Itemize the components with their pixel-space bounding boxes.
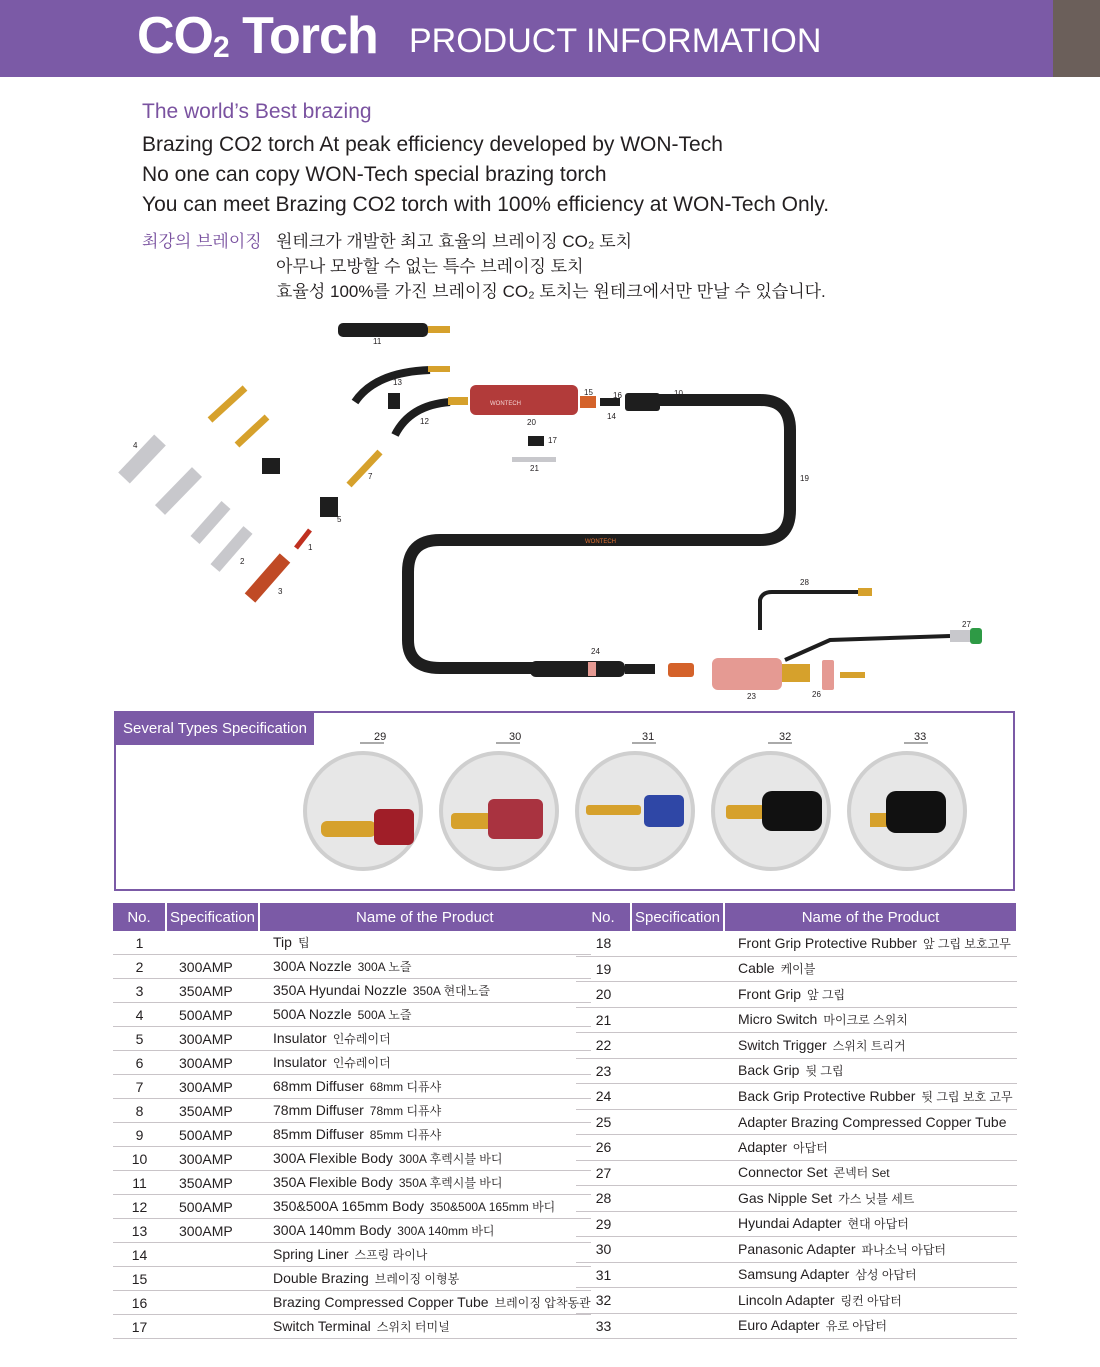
row-spec	[166, 1291, 259, 1315]
product-name-en: Back Grip	[738, 1062, 800, 1079]
product-name-en: 68mm Diffuser	[273, 1078, 364, 1094]
part-number: 13	[393, 378, 402, 387]
front-grip	[470, 385, 578, 415]
row-number: 14	[113, 1243, 166, 1267]
product-name-kr: 300A 140mm 바디	[397, 1224, 495, 1238]
row-spec	[631, 1237, 724, 1263]
row-spec	[631, 1033, 724, 1059]
row-number: 17	[113, 1315, 166, 1339]
col-name: Name of the Product	[259, 903, 591, 931]
row-number: 8	[113, 1099, 166, 1123]
row-product-name	[259, 1243, 591, 1267]
row-product-name	[724, 1262, 1017, 1288]
product-name-en: Spring Liner	[273, 1246, 349, 1262]
adapter-number: 29	[374, 731, 387, 743]
adapter-31	[577, 731, 693, 869]
row-number: 32	[576, 1288, 631, 1314]
row-number: 24	[576, 1084, 631, 1110]
product-name-kr: 350&500A 165mm 바디	[430, 1200, 556, 1214]
row-number: 27	[576, 1160, 631, 1186]
adapter-number: 32	[779, 731, 792, 743]
row-product-name	[724, 1211, 1017, 1237]
adapter-32	[713, 731, 829, 869]
product-name-en: 300A 140mm Body	[273, 1222, 392, 1238]
table-row	[576, 1186, 1017, 1212]
product-name-en: 85mm Diffuser	[273, 1126, 364, 1142]
row-spec	[166, 1243, 259, 1267]
part-number: 1	[308, 543, 313, 552]
row-product-name	[259, 1099, 591, 1123]
product-name-kr: 파나소닉 아답터	[861, 1242, 947, 1257]
product-name-kr: 뒷 그립	[805, 1064, 844, 1079]
row-spec	[631, 1160, 724, 1186]
product-name-kr: 현대 아답터	[847, 1217, 909, 1232]
adapter-33	[849, 731, 965, 869]
row-product-name	[259, 955, 591, 979]
table-row	[113, 1171, 591, 1195]
row-number: 22	[576, 1033, 631, 1059]
product-name-en: Tip	[273, 934, 292, 950]
cable	[408, 400, 790, 668]
intro-line: You can meet Brazing CO2 torch with 100% efficiency at WON-Tech Only.	[142, 193, 830, 216]
product-name-en: Samsung Adapter	[738, 1266, 850, 1283]
row-product-name	[259, 1195, 591, 1219]
row-product-name	[724, 1058, 1017, 1084]
row-product-name	[724, 1288, 1017, 1314]
col-spec: Specification	[166, 903, 259, 931]
product-name-en: Brazing Compressed Copper Tube	[273, 1294, 489, 1310]
spec-section-title: Several Types Specification	[116, 713, 314, 745]
product-name-kr: 뒷 그립 보호 고무	[921, 1089, 1013, 1104]
header-edge	[1053, 0, 1100, 77]
page-subtitle: PRODUCT INFORMATION	[409, 22, 822, 60]
row-product-name	[259, 1051, 591, 1075]
product-name-kr: 68mm 디퓨샤	[369, 1080, 442, 1094]
row-spec	[166, 1267, 259, 1291]
table-row	[113, 979, 591, 1003]
product-name-en: 78mm Diffuser	[273, 1102, 364, 1118]
row-number: 31	[576, 1262, 631, 1288]
row-number: 10	[113, 1147, 166, 1171]
row-number: 16	[113, 1291, 166, 1315]
intro-line: No one can copy WON-Tech special brazing torch	[142, 163, 607, 186]
product-name-en: Insulator	[273, 1030, 327, 1046]
row-spec: 500AMP	[166, 1195, 259, 1219]
part-number: 3	[278, 587, 283, 596]
part-number: 12	[420, 417, 429, 426]
product-name-en: Front Grip Protective Rubber	[738, 934, 917, 951]
adapter-number: 33	[914, 731, 927, 743]
row-spec	[631, 982, 724, 1008]
product-name-en: 350&500A 165mm Body	[273, 1198, 424, 1214]
table-row	[113, 1291, 591, 1315]
row-product-name	[724, 1160, 1017, 1186]
part-number: 15	[584, 388, 593, 397]
product-name-en: 500A Nozzle	[273, 1006, 352, 1022]
table-row	[113, 1147, 591, 1171]
product-name-en: Lincoln Adapter	[738, 1291, 835, 1308]
product-name-en: Euro Adapter	[738, 1317, 820, 1334]
part-number: 19	[800, 474, 809, 483]
row-spec: 300AMP	[166, 955, 259, 979]
row-spec: 300AMP	[166, 1027, 259, 1051]
product-name-kr: 스위치 트리거	[832, 1038, 906, 1053]
back-grip	[712, 658, 782, 690]
col-spec: Specification	[631, 903, 724, 931]
row-product-name	[724, 1033, 1017, 1059]
product-name-kr: 콘넥터 Set	[833, 1166, 890, 1181]
row-number: 6	[113, 1051, 166, 1075]
row-product-name	[259, 1147, 591, 1171]
adapter-number: 31	[642, 731, 655, 743]
row-product-name	[259, 1267, 591, 1291]
row-number: 2	[113, 955, 166, 979]
table-row	[113, 1195, 591, 1219]
row-spec: 300AMP	[166, 1051, 259, 1075]
table-row	[576, 1109, 1017, 1135]
part-number: 17	[548, 436, 557, 445]
product-name-kr: 인슈레이더	[332, 1056, 391, 1070]
table-row	[113, 1051, 591, 1075]
row-spec	[631, 1313, 724, 1339]
back-grip-rubber	[530, 661, 625, 677]
row-product-name	[724, 1313, 1017, 1339]
row-product-name	[724, 1109, 1017, 1135]
table-row	[576, 1084, 1017, 1110]
table-row	[576, 1288, 1017, 1314]
part-number: 7	[368, 472, 373, 481]
table-row	[113, 931, 591, 955]
row-number: 19	[576, 956, 631, 982]
row-spec	[631, 1262, 724, 1288]
row-product-name	[259, 931, 591, 955]
korean-description	[276, 229, 826, 304]
product-name-kr: 앞 그립 보호고무	[922, 936, 1011, 951]
intro-section	[142, 100, 1042, 220]
row-number: 28	[576, 1186, 631, 1212]
row-spec	[631, 1084, 724, 1110]
row-product-name	[259, 1219, 591, 1243]
product-name-kr: 브레이징 이형봉	[374, 1272, 460, 1286]
product-name-kr: 스프링 라이나	[354, 1248, 428, 1262]
table-row	[576, 1135, 1017, 1161]
col-no: No.	[113, 903, 166, 931]
product-name-kr: 앞 그립	[807, 987, 846, 1002]
part-number: 16	[613, 391, 622, 400]
korean-line: 아무나 모방할 수 없는 특수 브레이징 토치	[276, 257, 584, 276]
spec-section	[114, 711, 1015, 891]
row-number: 23	[576, 1058, 631, 1084]
row-product-name	[259, 1123, 591, 1147]
part-number: 14	[607, 412, 616, 421]
row-number: 4	[113, 1003, 166, 1027]
product-name-kr: 500A 노즐	[357, 1008, 412, 1022]
row-spec: 500AMP	[166, 1123, 259, 1147]
row-number: 12	[113, 1195, 166, 1219]
row-product-name	[259, 1171, 591, 1195]
product-name-en: Front Grip	[738, 985, 802, 1002]
col-name: Name of the Product	[724, 903, 1017, 931]
row-spec	[631, 956, 724, 982]
row-product-name	[724, 1084, 1017, 1110]
col-no: No.	[576, 903, 631, 931]
part-number: 11	[373, 337, 382, 346]
part-number: 24	[591, 647, 600, 656]
table-row	[113, 1315, 591, 1339]
row-product-name	[724, 1135, 1017, 1161]
row-spec	[166, 931, 259, 955]
product-name-kr: 350A 현대노즐	[412, 984, 490, 998]
adapter-30	[441, 731, 557, 869]
part-number: 28	[800, 578, 809, 587]
row-number: 26	[576, 1135, 631, 1161]
table-row	[113, 1075, 591, 1099]
part-number: 10	[674, 389, 683, 398]
row-product-name	[259, 1291, 591, 1315]
korean-label: 최강의 브레이징	[142, 232, 262, 251]
table-row	[576, 1160, 1017, 1186]
table-row	[576, 1211, 1017, 1237]
row-number: 29	[576, 1211, 631, 1237]
product-name-kr: 350A 후렉시블 바디	[398, 1176, 503, 1190]
row-number: 7	[113, 1075, 166, 1099]
product-name-kr: 유로 아답터	[825, 1319, 888, 1334]
table-row	[576, 1262, 1017, 1288]
row-spec	[631, 1288, 724, 1314]
row-number: 15	[113, 1267, 166, 1291]
korean-line: 효율성 100%를 가진 브레이징 CO₂ 토치는 원테크에서만 만날 수 있습니다.	[276, 282, 826, 301]
row-product-name	[259, 1075, 591, 1099]
row-spec	[631, 931, 724, 956]
product-name-en: Gas Nipple Set	[738, 1189, 833, 1206]
product-name-en: Switch Terminal	[273, 1318, 371, 1334]
product-name-kr: 링컨 아답터	[840, 1293, 902, 1308]
row-spec	[631, 1135, 724, 1161]
row-spec	[166, 1315, 259, 1339]
part-number: 23	[747, 692, 756, 701]
table-row	[113, 1267, 591, 1291]
table-row	[113, 1243, 591, 1267]
adapter-number: 30	[509, 731, 522, 743]
row-product-name	[724, 931, 1017, 956]
product-name-en: Micro Switch	[738, 1011, 818, 1028]
adapter-images	[116, 713, 1013, 889]
row-spec: 350AMP	[166, 1171, 259, 1195]
product-name-kr: 삼성 아답터	[855, 1268, 917, 1283]
page-title: $CO_2$ Torch	[137, 7, 378, 65]
row-spec: 500AMP	[166, 1003, 259, 1027]
product-name-en: 350A Flexible Body	[273, 1174, 393, 1190]
korean-line: 원테크가 개발한 최고 효율의 브레이징 CO₂ 토치	[276, 232, 633, 251]
product-name-en: 350A Hyundai Nozzle	[273, 982, 407, 998]
row-spec	[631, 1058, 724, 1084]
table-row	[576, 1313, 1017, 1339]
product-name-kr: 300A 노즐	[357, 960, 412, 974]
product-name-kr: 스위치 터미널	[376, 1320, 450, 1334]
row-product-name	[259, 1003, 591, 1027]
row-product-name	[259, 1027, 591, 1051]
table-row	[113, 955, 591, 979]
row-spec	[631, 1186, 724, 1212]
part-number: 5	[337, 515, 342, 524]
part-number: 2	[240, 557, 245, 566]
product-name-kr: 300A 후렉시블 바디	[398, 1152, 503, 1166]
row-spec: 350AMP	[166, 979, 259, 1003]
row-number: 20	[576, 982, 631, 1008]
row-product-name	[259, 979, 591, 1003]
row-product-name	[724, 1237, 1017, 1263]
intro-heading: The world’s Best brazing	[142, 100, 372, 123]
parts-table-right	[576, 903, 1018, 1339]
part-number: 26	[812, 690, 821, 699]
part-number: 4	[133, 441, 138, 450]
row-number: 11	[113, 1171, 166, 1195]
row-product-name	[259, 1315, 591, 1339]
part-number: 21	[530, 464, 539, 473]
product-name-en: 300A Flexible Body	[273, 1150, 393, 1166]
product-name-kr: 케이블	[780, 962, 816, 977]
row-spec: 300AMP	[166, 1075, 259, 1099]
product-name-en: Cable	[738, 960, 775, 977]
row-number: 25	[576, 1109, 631, 1135]
row-number: 33	[576, 1313, 631, 1339]
adapter-29	[305, 731, 421, 869]
row-number: 3	[113, 979, 166, 1003]
row-spec	[631, 1211, 724, 1237]
table-row	[113, 1027, 591, 1051]
product-name-en: 300A Nozzle	[273, 958, 352, 974]
table-row	[576, 931, 1017, 956]
row-number: 5	[113, 1027, 166, 1051]
parts-table-left	[113, 903, 592, 1339]
product-name-kr: 85mm 디퓨샤	[369, 1128, 442, 1142]
product-name-en: Connector Set	[738, 1164, 828, 1181]
product-name-kr: 팁	[297, 936, 310, 950]
product-name-en: Switch Trigger	[738, 1036, 827, 1053]
product-name-en: Back Grip Protective Rubber	[738, 1087, 916, 1104]
row-number: 13	[113, 1219, 166, 1243]
part-number: 27	[962, 620, 971, 629]
svg-text:WONTECH: WONTECH	[585, 539, 616, 545]
row-spec: 300AMP	[166, 1219, 259, 1243]
part-number: 20	[527, 418, 536, 427]
torch-exploded-diagram	[0, 312, 1100, 712]
table-row	[113, 1123, 591, 1147]
product-name-en: Adapter Brazing Compressed Copper Tube	[738, 1113, 1007, 1130]
table-row	[113, 1099, 591, 1123]
table-row	[576, 1058, 1017, 1084]
row-product-name	[724, 956, 1017, 982]
row-spec	[631, 1007, 724, 1033]
product-name-kr: 가스 닛블 세트	[838, 1191, 915, 1206]
row-number: 1	[113, 931, 166, 955]
product-name-en: Hyundai Adapter	[738, 1215, 842, 1232]
table-row	[576, 1237, 1017, 1263]
row-product-name	[724, 1007, 1017, 1033]
row-spec	[631, 1109, 724, 1135]
product-name-en: Insulator	[273, 1054, 327, 1070]
product-name-en: Double Brazing	[273, 1270, 369, 1286]
table-row	[576, 1007, 1017, 1033]
row-spec: 300AMP	[166, 1147, 259, 1171]
row-product-name	[724, 982, 1017, 1008]
row-number: 21	[576, 1007, 631, 1033]
row-spec: 350AMP	[166, 1099, 259, 1123]
product-name-en: Panasonic Adapter	[738, 1240, 856, 1257]
intro-line: Brazing CO2 torch At peak efficiency developed by WON-Tech	[142, 133, 723, 156]
row-number: 9	[113, 1123, 166, 1147]
row-product-name	[724, 1186, 1017, 1212]
table-row	[576, 982, 1017, 1008]
table-row	[113, 1219, 591, 1243]
product-name-kr: 인슈레이더	[332, 1032, 391, 1046]
row-number: 30	[576, 1237, 631, 1263]
product-name-kr: 78mm 디퓨샤	[369, 1104, 442, 1118]
table-row	[576, 1033, 1017, 1059]
product-name-kr: 브레이징 압착동관	[494, 1296, 591, 1310]
product-name-en: Adapter	[738, 1138, 788, 1155]
table-row	[576, 956, 1017, 982]
row-number: 18	[576, 931, 631, 956]
product-name-kr: 아답터	[793, 1140, 828, 1155]
product-name-kr: 마이크로 스위치	[823, 1013, 908, 1028]
svg-text:WONTECH: WONTECH	[490, 401, 521, 407]
table-row	[113, 1003, 591, 1027]
